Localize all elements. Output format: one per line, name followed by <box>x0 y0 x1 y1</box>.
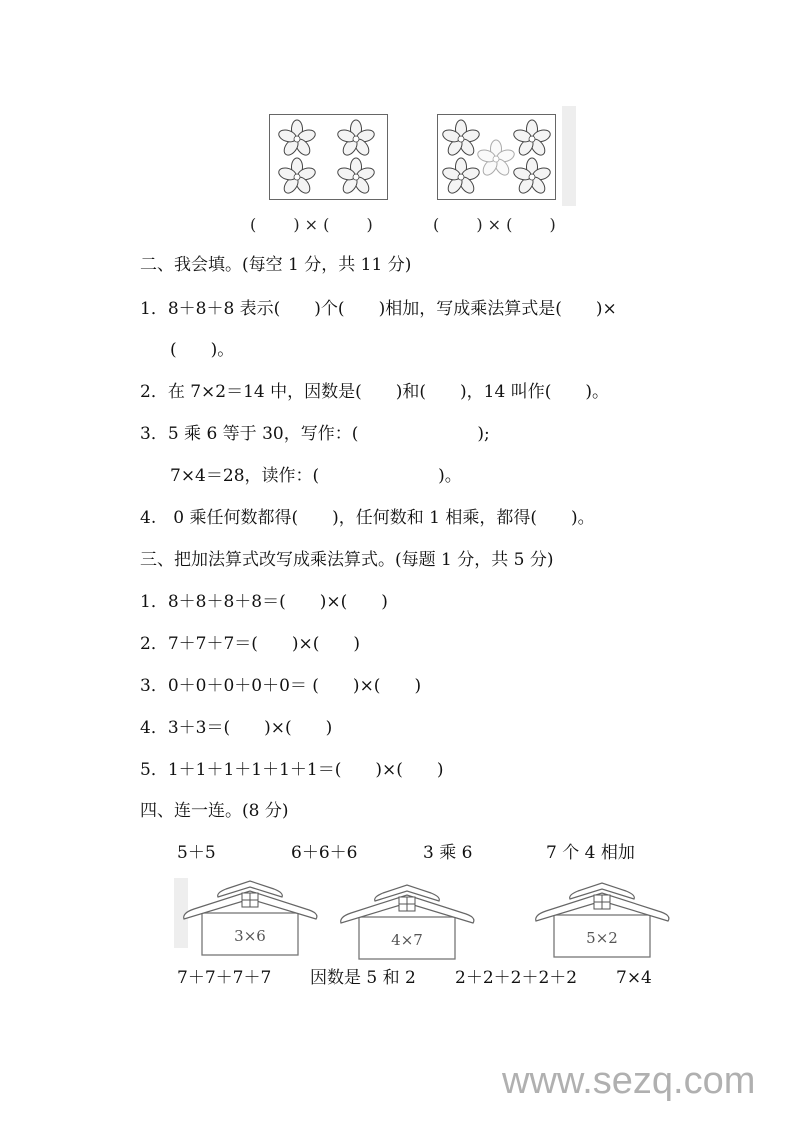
question-line: 2．7＋7＋7＝( )×( ) <box>140 634 361 654</box>
flower-box-left <box>269 114 388 200</box>
house-label: 5×2 <box>586 929 618 947</box>
section3-title: 三、把加法算式改写成乘法算式。(每题 1 分，共 5 分) <box>140 550 554 570</box>
top-item: 5＋5 <box>177 843 216 863</box>
house-3x6 <box>180 883 320 958</box>
house-label: 4×7 <box>391 931 423 949</box>
question-line: 1．8＋8＋8＋8＝( )×( ) <box>140 592 388 612</box>
question-line: 2．在 7×2＝14 中，因数是( )和( )，14 叫作( )。 <box>140 382 609 402</box>
house-label: 3×6 <box>234 927 266 945</box>
flower-box-right <box>437 114 556 200</box>
section2-title: 二、我会填。(每空 1 分，共 11 分) <box>140 255 412 275</box>
house-icon <box>337 887 477 962</box>
flower-icons <box>438 115 555 199</box>
watermark: www.sezq.com <box>502 1060 756 1102</box>
bottom-item: 7×4 <box>616 968 652 988</box>
bottom-item: 因数是 5 和 2 <box>310 968 416 988</box>
top-item: 3 乘 6 <box>423 843 473 863</box>
flower-icons <box>270 115 387 199</box>
bottom-item: 2＋2＋2＋2＋2 <box>455 968 578 988</box>
question-line: 4. 0 乘任何数都得( )，任何数和 1 相乘，都得( )。 <box>140 508 595 528</box>
house-4x7 <box>337 887 477 962</box>
right-caption: ( ) × ( ) <box>433 215 556 234</box>
left-caption: ( ) × ( ) <box>250 215 373 234</box>
question-line: 3．5 乘 6 等于 30，写作：( ); <box>140 424 490 444</box>
top-item: 6＋6＋6 <box>291 843 358 863</box>
question-line: ( )。 <box>170 340 235 360</box>
scan-artifact <box>562 106 576 206</box>
section4-title: 四、连一连。(8 分) <box>140 801 289 821</box>
question-line: 3．0＋0＋0＋0＋0＝ ( )×( ) <box>140 676 422 696</box>
house-icon <box>180 883 320 958</box>
house-5x2 <box>532 885 672 960</box>
question-line: 5．1＋1＋1＋1＋1＋1＝( )×( ) <box>140 760 444 780</box>
question-line: 4．3＋3＝( )×( ) <box>140 718 333 738</box>
question-line: 1．8＋8＋8 表示( )个( )相加，写成乘法算式是( )× <box>140 299 617 319</box>
bottom-item: 7＋7＋7＋7 <box>177 968 272 988</box>
top-item: 7 个 4 相加 <box>546 843 635 863</box>
house-icon <box>532 885 672 960</box>
question-line: 7×4＝28，读作：( )。 <box>170 466 462 486</box>
